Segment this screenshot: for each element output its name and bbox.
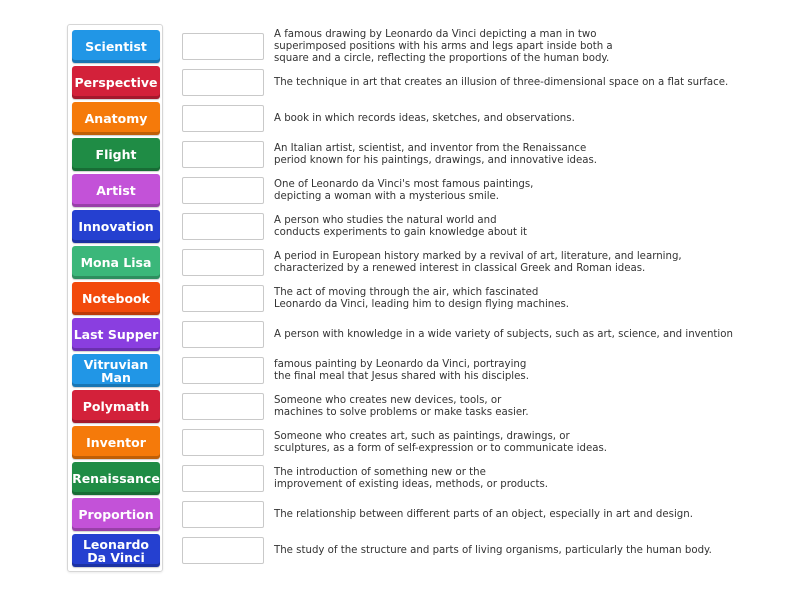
match-row [0, 461, 800, 497]
word-tile[interactable]: Innovation [72, 210, 160, 243]
word-tile[interactable]: Scientist [72, 30, 160, 63]
word-tile[interactable]: Leonardo Da Vinci [72, 534, 160, 567]
word-tile[interactable]: Anatomy [72, 102, 160, 135]
match-row [0, 65, 800, 101]
word-tile[interactable]: Vitruvian Man [72, 354, 160, 387]
drop-box[interactable] [182, 357, 264, 384]
drop-box[interactable] [182, 177, 264, 204]
definition-text: A person with knowledge in a wide variety of subjects, such as art, science, and invention [274, 329, 733, 340]
definition-text: A famous drawing by Leonardo da Vinci depicting a man in two superimposed positions with his arms and legs apart inside both a square and a circle, reflecting the proportions of the human body. [274, 29, 613, 64]
match-row [0, 209, 800, 245]
drop-box[interactable] [182, 249, 264, 276]
word-tile[interactable]: Artist [72, 174, 160, 207]
match-row [0, 353, 800, 389]
match-row [0, 173, 800, 209]
definition-text: The relationship between different parts of an object, especially in art and design. [274, 509, 693, 520]
definition-text: A book in which records ideas, sketches, and observations. [274, 113, 575, 124]
word-tile[interactable]: Perspective [72, 66, 160, 99]
drop-box[interactable] [182, 33, 264, 60]
definition-text: An Italian artist, scientist, and inventor from the Renaissance period known for his paintings, drawings, and innovative ideas. [274, 143, 598, 166]
drop-box[interactable] [182, 105, 264, 132]
word-tile[interactable]: Last Supper [72, 318, 160, 351]
match-row [0, 389, 800, 425]
definition-text: One of Leonardo da Vinci's most famous paintings, depicting a woman with a mysterious smile. [274, 179, 534, 202]
word-tile[interactable]: Inventor [72, 426, 160, 459]
match-row [0, 137, 800, 173]
match-row [0, 317, 800, 353]
drop-box[interactable] [182, 69, 264, 96]
definition-text: The technique in art that creates an illusion of three-dimensional space on a flat surface. [274, 77, 729, 88]
match-row [0, 245, 800, 281]
definition-text: A person who studies the natural world and conducts experiments to gain knowledge about it [274, 215, 528, 238]
match-row [0, 281, 800, 317]
word-tile[interactable]: Mona Lisa [72, 246, 160, 279]
drop-box[interactable] [182, 213, 264, 240]
match-row [0, 497, 800, 533]
word-tile[interactable]: Flight [72, 138, 160, 171]
word-tile[interactable]: Renaissance [72, 462, 160, 495]
drop-box[interactable] [182, 429, 264, 456]
drop-box[interactable] [182, 285, 264, 312]
definition-text: The act of moving through the air, which fascinated Leonardo da Vinci, leading him to design flying machines. [274, 287, 570, 310]
definition-text: A period in European history marked by a revival of art, literature, and learning, characterized by a renewed interest in classical Greek and Roman ideas. [274, 251, 682, 274]
drop-box[interactable] [182, 141, 264, 168]
drop-box[interactable] [182, 393, 264, 420]
drop-box[interactable] [182, 465, 264, 492]
drop-box[interactable] [182, 321, 264, 348]
match-row [0, 533, 800, 569]
match-row [0, 101, 800, 137]
drop-box[interactable] [182, 501, 264, 528]
definition-text: The introduction of something new or the improvement of existing ideas, methods, or products. [274, 467, 549, 490]
definition-text: Someone who creates art, such as paintings, drawings, or sculptures, as a form of self-expression or to communicate ideas. [274, 431, 607, 454]
drop-box[interactable] [182, 537, 264, 564]
definition-text: famous painting by Leonardo da Vinci, portraying the final meal that Jesus shared with his disciples. [274, 359, 529, 382]
definition-text: Someone who creates new devices, tools, or machines to solve problems or make tasks easier. [274, 395, 529, 418]
word-tile[interactable]: Proportion [72, 498, 160, 531]
definition-text: The study of the structure and parts of living organisms, particularly the human body. [274, 545, 712, 556]
match-row [0, 29, 800, 65]
word-tile[interactable]: Polymath [72, 390, 160, 423]
word-tile[interactable]: Notebook [72, 282, 160, 315]
match-row [0, 425, 800, 461]
